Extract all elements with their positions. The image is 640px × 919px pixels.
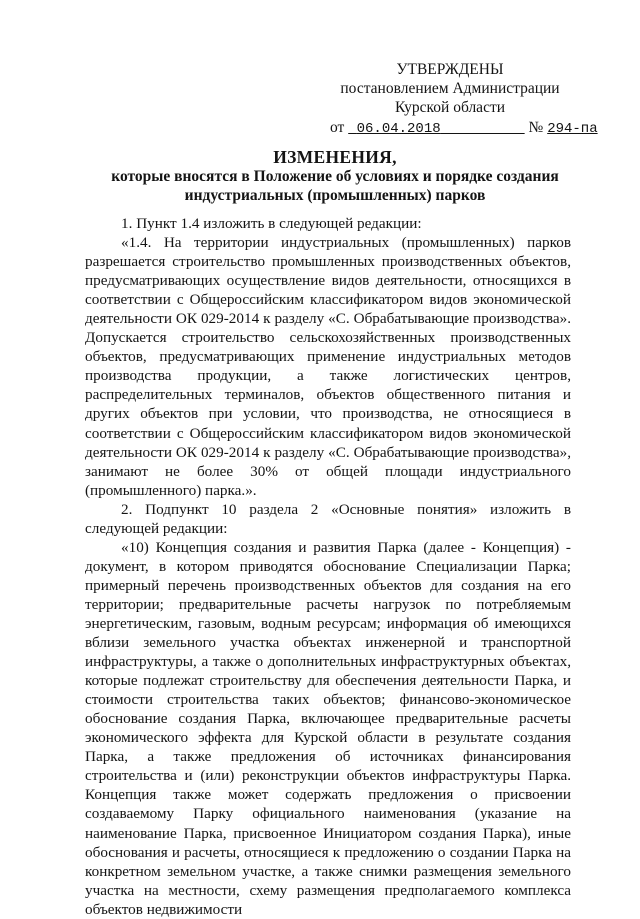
document-title [85,148,585,205]
date-prefix: от [330,119,345,136]
approval-region: Курской области [394,99,506,116]
approval-date-row [330,118,598,139]
paragraph-4: «10) Концепция создания и развития Парка (далее - Концепция) - документ, в котором приводятся обоснование Специализации Парка; примерный перечень производственных объектов для создания на его территории; предварительные расчеты нагрузок по потребляемым энергетическим, газовым, водным ресурсам; информация об имеющихся вблизи земельного участка объектах инженерной и транспортной инфраструктуры, а также о дополнительных инфраструктурных объектах, которые подлежат строительству для обеспечения деятельности Парка, и стоимости строительства таких объектов; финансово-экономическое обоснование создания Парка, включающее предварительные расчеты экономического эффекта для Курской области в результате создания Парка, а также предложения об источниках финансирования строительства и (или) реконструкции объектов инфраструктуры Парка. Концепция также может содержать предложения о присвоении создаваемому Парку официального наименования (указание на наименование Парка, присвоенное Инициатором создания Парка), иные обоснования и расчеты, относящиеся к предложению о создании Парка на конкретном земельном участке, а также снимки размещения земельного участка на местности, схему размещения предполагаемого комплекса объектов недвижимости [85,538,571,918]
approval-issuer: постановлением Администрации [340,80,560,97]
title-line-3: индустриальных (промышленных) парков [184,187,486,204]
title-line-2: которые вносятся в Положение об условиях и порядке создания [111,168,559,185]
paragraph-3: 2. Подпункт 10 раздела 2 «Основные понятия» изложить в следующей редакции: [85,500,571,537]
paragraph-1: 1. Пункт 1.4 изложить в следующей редакции: [121,215,422,232]
approval-title: УТВЕРЖДЕНЫ [396,61,504,78]
paragraph-2: «1.4. На территории индустриальных (промышленных) парков разрешается строительство промышленных производственных объектов, предусматривающих осуществление видов деятельности, относящихся в соответствии с Общероссийским классификатором видов экономической деятельности ОК 029-2014 к разделу «С. Обрабатывающие производства». Допускается строительство сельскохозяйственных производственных объектов, предусматривающих применение индустриальных методов производства продукции, а также логистических центров, распределительных терминалов, объектов общественного питания и других объектов при условии, что производства, не относящиеся в соответствии с Общероссийским классификатором видов экономической деятельности ОК 029-2014 к разделу «С. Обрабатывающие производства», занимают не более 30% от общей площади индустриального (промышленного) парка.». [85,234,571,499]
approval-number: 294-па [547,121,598,137]
number-prefix: № [528,119,544,136]
approval-block [330,60,598,139]
document-body [85,214,571,919]
title-heading: ИЗМЕНЕНИЯ, [273,147,397,167]
approval-date: 06.04.2018 [356,121,441,137]
